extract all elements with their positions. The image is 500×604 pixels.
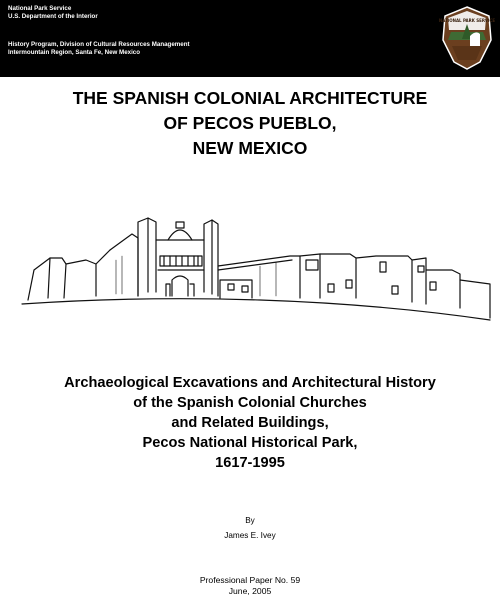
department-name: U.S. Department of the Interior: [8, 13, 98, 20]
paper-number: Professional Paper No. 59: [199, 575, 301, 585]
byline-by: By: [245, 516, 255, 525]
header-banner: [0, 0, 500, 77]
title-line-1: THE SPANISH COLONIAL ARCHITECTURE: [72, 88, 428, 108]
title-line-3: NEW MEXICO: [192, 138, 308, 158]
logo-text: NATIONAL PARK SERVICE: [438, 18, 496, 23]
pecos-mission-church-drawing: [20, 200, 492, 330]
author-name: James E. Ivey: [224, 531, 276, 540]
subtitle-line-5: 1617-1995: [215, 455, 285, 471]
region-name: Intermountain Region, Santa Fe, New Mexico: [8, 49, 141, 56]
document-subtitle: [0, 373, 500, 473]
agency-name: National Park Service: [8, 5, 72, 12]
nps-arrowhead-icon: [438, 6, 496, 70]
subtitle-line-4: Pecos National Historical Park,: [142, 435, 358, 451]
title-line-2: OF PECOS PUEBLO,: [163, 113, 337, 133]
program-name: History Program, Division of Cultural Resources Management: [8, 41, 190, 48]
subtitle-line-3: and Related Buildings,: [171, 415, 329, 431]
subtitle-line-2: of the Spanish Colonial Churches: [133, 395, 367, 411]
document-title: [0, 86, 500, 161]
subtitle-line-1: Archaeological Excavations and Architectural History: [64, 375, 436, 391]
publication-date: June, 2005: [228, 586, 272, 596]
series-info: [0, 575, 500, 597]
